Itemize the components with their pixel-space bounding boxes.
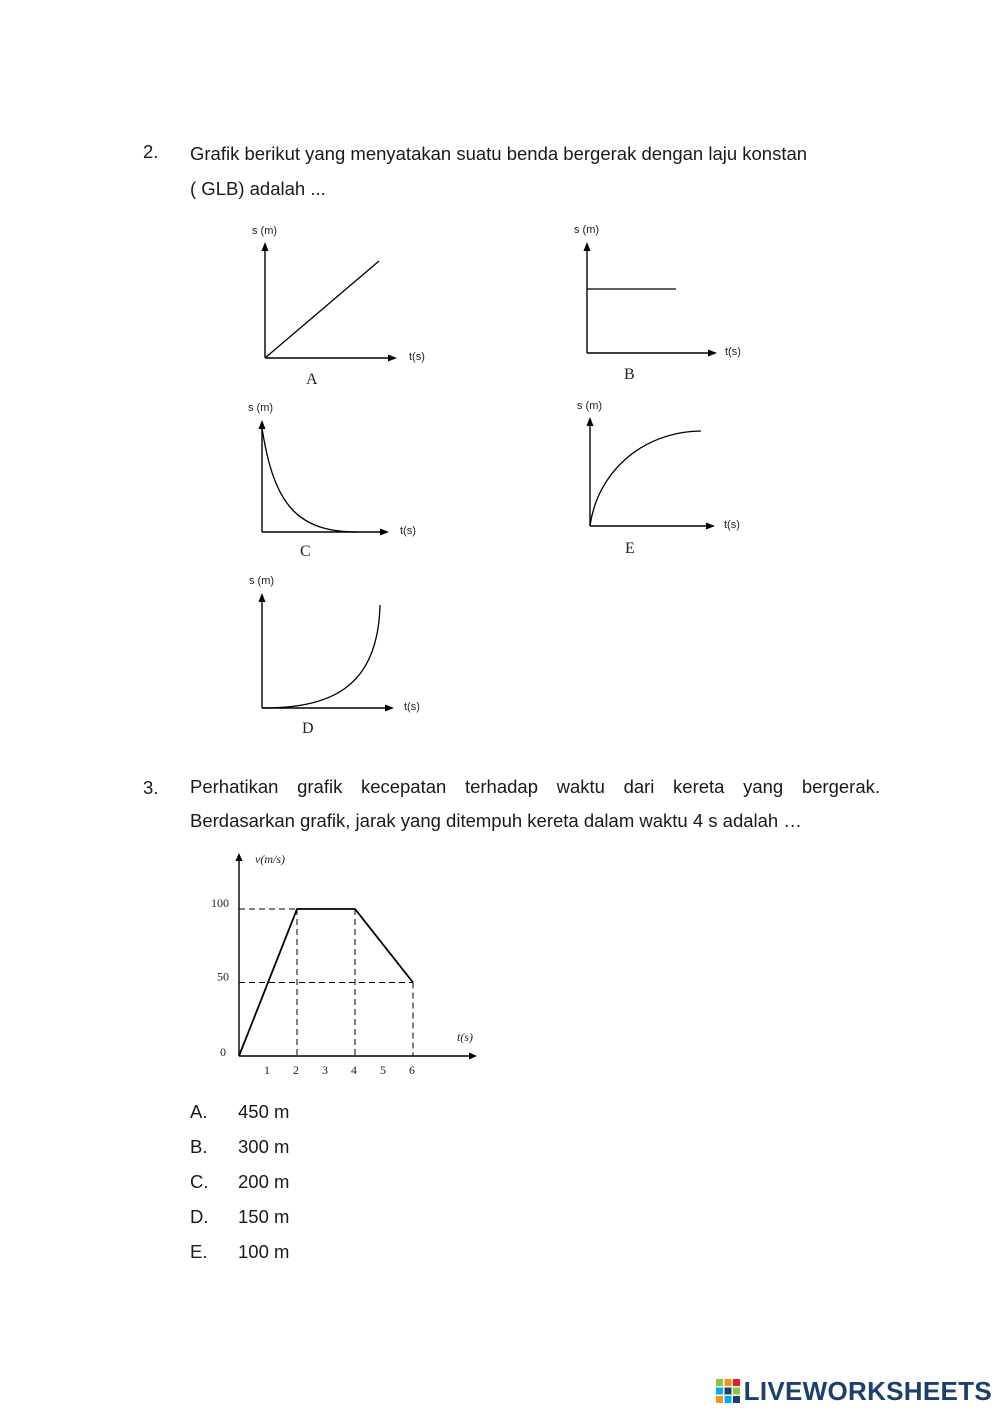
liveworksheets-brand: LIVEWORKSHEETS — [743, 1375, 992, 1406]
option-e-text[interactable]: 100 m — [238, 1241, 290, 1262]
option-a-letter: A. — [190, 1101, 208, 1122]
graph-b-ylabel: s (m) — [574, 224, 600, 236]
option-a-text[interactable]: 450 m — [238, 1101, 290, 1122]
graph-b-letter: B — [624, 366, 635, 383]
vt-y-tick-2: 50 — [217, 969, 229, 984]
graph-d — [238, 570, 438, 740]
option-b-text[interactable]: 300 m — [238, 1136, 290, 1157]
question-3-line-2: Berdasarkan grafik, jarak yang ditempuh kereta dalam waktu 4 s adalah … — [190, 810, 802, 831]
graph-b-xlabel: t(s) — [725, 346, 741, 358]
graph-c-curve — [262, 428, 358, 532]
graph-d-curve — [262, 605, 380, 708]
vt-x-tick-2: 2 — [293, 1063, 299, 1077]
graph-e-x-arrow — [706, 523, 715, 530]
graph-e-letter: E — [625, 540, 635, 557]
graph-c — [238, 396, 438, 566]
vt-y-ticks — [211, 896, 229, 984]
graph-a-line — [265, 261, 379, 358]
graph-a-letter: A — [306, 371, 318, 388]
graph-c-x-arrow — [380, 529, 389, 536]
vt-y-tick-1: 100 — [211, 896, 229, 910]
graph-c-y-arrow — [259, 420, 266, 429]
vt-x-ticks — [264, 1063, 415, 1077]
graph-e-ylabel: s (m) — [577, 400, 603, 412]
vt-series-line — [239, 909, 413, 1056]
vt-ylabel: v(m/s) — [255, 852, 285, 866]
vt-guide-lines — [239, 909, 413, 1056]
graph-c-ylabel: s (m) — [248, 402, 274, 414]
vt-xlabel: t(s) — [457, 1030, 473, 1044]
graph-d-letter: D — [302, 720, 314, 737]
liveworksheets-logo-icon — [716, 1379, 740, 1403]
graph-a — [240, 220, 440, 390]
graph-d-xlabel: t(s) — [404, 701, 420, 713]
vt-x-tick-1: 1 — [264, 1063, 270, 1077]
graph-a-ylabel: s (m) — [252, 225, 278, 237]
graph-b — [562, 218, 762, 388]
vt-x-tick-4: 4 — [351, 1063, 357, 1077]
graph-e — [565, 394, 765, 564]
graph-a-x-arrow — [388, 355, 397, 362]
vt-y-arrow — [236, 853, 243, 861]
graph-d-ylabel: s (m) — [249, 575, 275, 587]
graph-a-xlabel: t(s) — [409, 351, 425, 363]
option-d-letter: D. — [190, 1206, 209, 1227]
graph-a-y-arrow — [262, 242, 269, 251]
liveworksheets-logo[interactable] — [716, 1375, 992, 1407]
velocity-time-chart — [195, 845, 485, 1080]
graph-b-x-arrow — [708, 350, 717, 357]
question-2-line-1: Grafik berikut yang menyatakan suatu benda bergerak dengan laju konstan — [190, 143, 808, 164]
option-b-letter: B. — [190, 1136, 208, 1157]
option-d-text[interactable]: 150 m — [238, 1206, 290, 1227]
question-2-number: 2. — [143, 141, 159, 162]
question-3-line-1: Perhatikan grafik kecepatan terhadap waktu dari kereta yang bergerak. — [190, 776, 880, 797]
vt-x-tick-3: 3 — [322, 1063, 328, 1077]
graph-d-x-arrow — [385, 705, 394, 712]
option-c-letter: C. — [190, 1171, 209, 1192]
graph-c-xlabel: t(s) — [400, 525, 416, 537]
question-2-line-2: ( GLB) adalah ... — [190, 178, 326, 199]
graph-d-y-arrow — [259, 593, 266, 602]
graph-e-y-arrow — [587, 417, 594, 426]
graph-e-xlabel: t(s) — [724, 519, 740, 531]
option-e-letter: E. — [190, 1241, 208, 1262]
question-3-number: 3. — [143, 777, 159, 798]
graph-e-curve — [590, 431, 701, 526]
vt-x-arrow — [469, 1053, 477, 1060]
graph-c-letter: C — [300, 543, 311, 560]
graph-b-y-arrow — [584, 242, 591, 251]
vt-x-tick-5: 5 — [380, 1063, 386, 1077]
option-c-text[interactable]: 200 m — [238, 1171, 290, 1192]
vt-x-tick-6: 6 — [409, 1063, 415, 1077]
vt-origin-label: 0 — [220, 1045, 226, 1059]
